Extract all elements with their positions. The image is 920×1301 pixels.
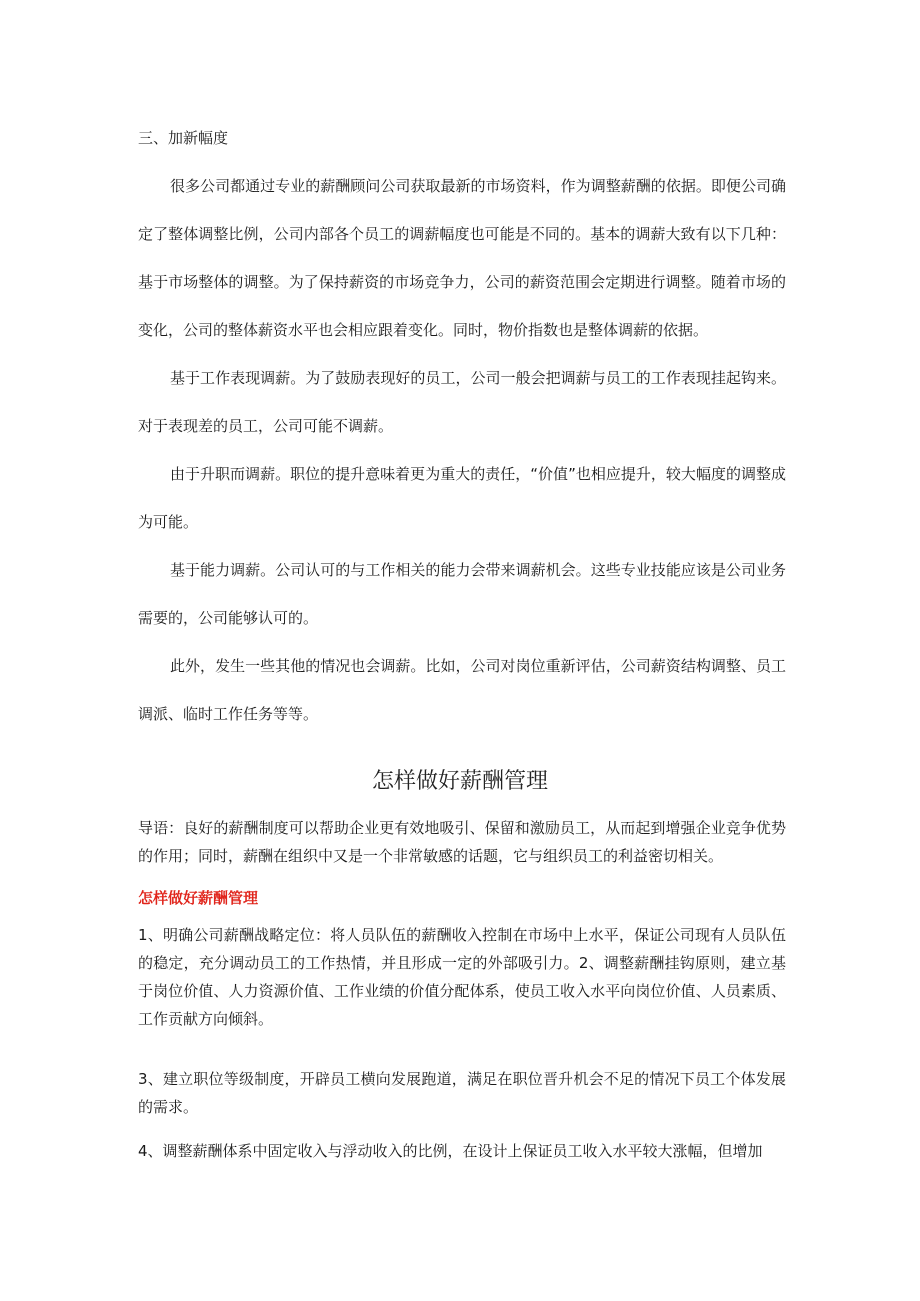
intro-paragraph: 导语：良好的薪酬制度可以帮助企业更有效地吸引、保留和激励员工，从而起到增强企业竞争优势的作用；同时，薪酬在组织中又是一个非常敏感的话题，它与组织员工的利益密切相关。 bbox=[138, 819, 786, 865]
body-paragraph: 由于升职而调薪。职位的提升意味着更为重大的责任，“价值”也相应提升，较大幅度的调整成为可能。 bbox=[138, 465, 786, 531]
red-subheading: 怎样做好薪酬管理 bbox=[138, 889, 259, 907]
section-heading: 三、加新幅度 bbox=[138, 129, 229, 147]
list-item: 4、调整薪酬体系中固定收入与浮动收入的比例，在设计上保证员工收入水平较大涨幅，但增加 bbox=[138, 1142, 763, 1160]
body-paragraph: 基于工作表现调薪。为了鼓励表现好的员工，公司一般会把调薪与员工的工作表现挂起钩来。对于表现差的员工，公司可能不调薪。 bbox=[138, 369, 786, 435]
body-paragraph: 很多公司都通过专业的薪酬顾问公司获取最新的市场资料，作为调整薪酬的依据。即便公司确定了整体调整比例，公司内部各个员工的调薪幅度也可能是不同的。基本的调薪大致有以下几种：基于市场整体的调整。为了保持薪资的市场竞争力，公司的薪资范围会定期进行调整。随着市场的变化，公司的整体薪资水平也会相应跟着变化。同时，物价指数也是整体调薪的依据。 bbox=[138, 177, 786, 339]
body-paragraph: 此外，发生一些其他的情况也会调薪。比如，公司对岗位重新评估，公司薪资结构调整、员工调派、临时工作任务等等。 bbox=[138, 657, 786, 723]
article-title: 怎样做好薪酬管理 bbox=[371, 769, 548, 794]
body-paragraph: 基于能力调薪。公司认可的与工作相关的能力会带来调薪机会。这些专业技能应该是公司业务需要的，公司能够认可的。 bbox=[138, 561, 786, 627]
list-item: 1、明确公司薪酬战略定位：将人员队伍的薪酬收入控制在市场中上水平，保证公司现有人员队伍的稳定，充分调动员工的工作热情，并且形成一定的外部吸引力。2、调整薪酬挂钩原则，建立基于岗位价值、人力资源价值、工作业绩的价值分配体系，使员工收入水平向岗位价值、人员素质、工作贡献方向倾斜。 bbox=[138, 926, 786, 1028]
list-item: 3、建立职位等级制度，开辟员工横向发展跑道，满足在职位晋升机会不足的情况下员工个体发展的需求。 bbox=[138, 1070, 786, 1116]
